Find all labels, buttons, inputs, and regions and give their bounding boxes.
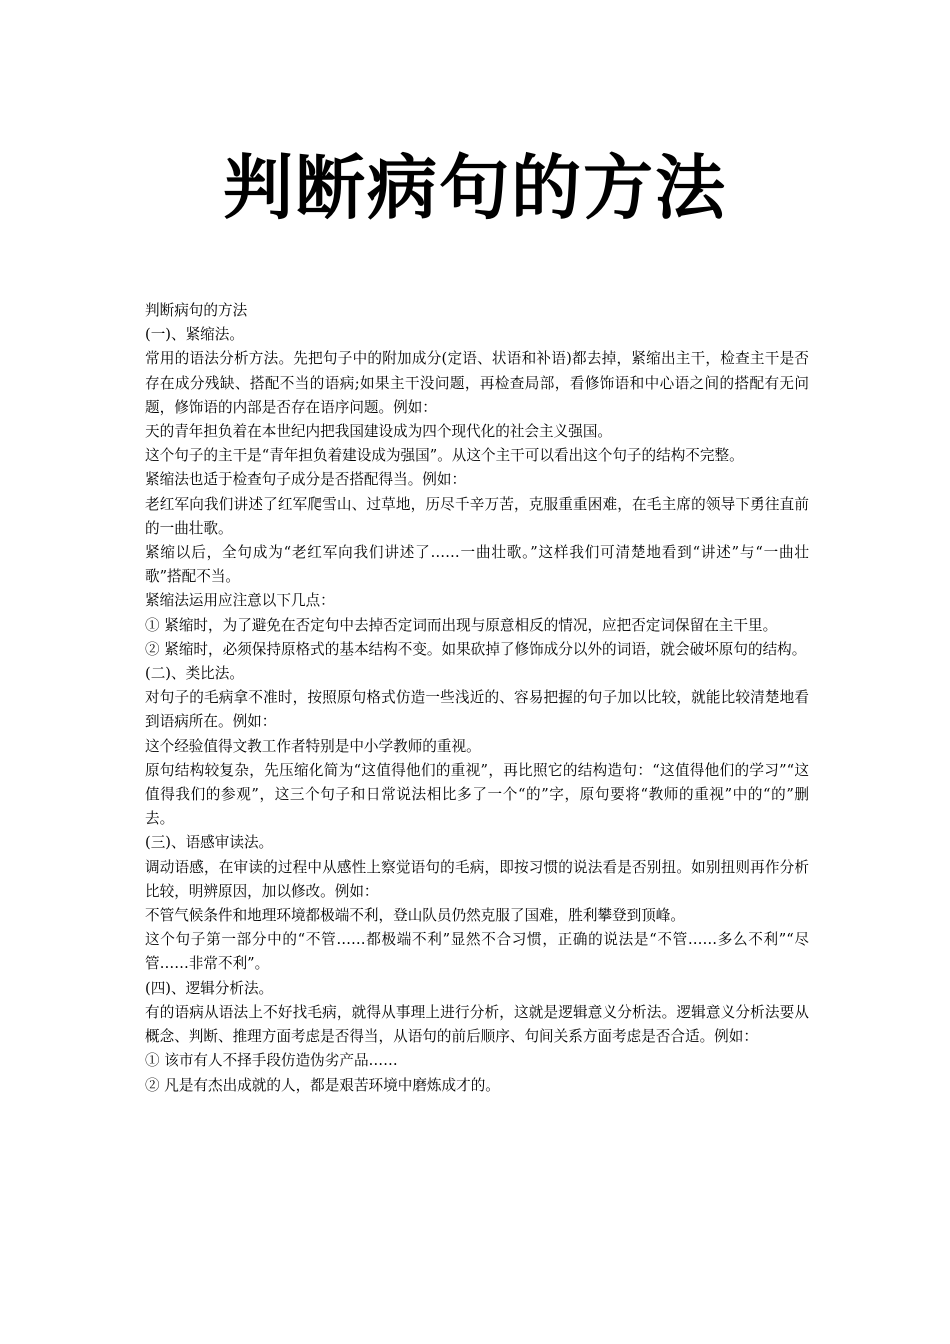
list-item: ② 凡是有杰出成就的人，都是艰苦环境中磨炼成才的。 <box>145 1076 500 1094</box>
list-item: ② 紧缩时，必须保持原格式的基本结构不变。如果砍掉了修饰成分以外的词语，就会破坏原句的结构。 <box>145 640 807 658</box>
paragraph: 这个句子第一部分中的“不管……都极端不利”显然不合习惯，正确的说法是“不管……多么不利”“尽管……非常不利”。 <box>145 931 809 973</box>
section-heading: (四)、逻辑分析法。 <box>145 979 274 997</box>
paragraph: 紧缩法运用应注意以下几点： <box>145 592 335 610</box>
paragraph: 判断病句的方法 <box>145 302 248 319</box>
example-sentence: 这个经验值得文教工作者特别是中小学教师的重视。 <box>145 737 481 755</box>
document-title: 判断病句的方法 <box>223 147 727 229</box>
paragraph: 紧缩法也适于检查句子成分是否搭配得当。例如： <box>145 471 467 489</box>
paragraph: 有的语病从语法上不好找毛病，就得从事理上进行分析，这就是逻辑意义分析法。逻辑意义分析法要从概念、判断、推理方面考虑是否得当，从语句的前后顺序、句间关系方面考虑是否合适。例如： <box>145 1003 809 1046</box>
example-sentence: 天的青年担负着在本世纪内把我国建设成为四个现代化的社会主义强国。 <box>145 423 613 441</box>
section-heading: (三)、语感审读法。 <box>145 834 274 852</box>
list-item: ① 该市有人不择手段仿造伪劣产品…… <box>145 1052 398 1070</box>
document-body <box>145 299 809 1098</box>
list-item: ① 紧缩时，为了避免在否定句中去掉否定词而出现与原意相反的情况，应把否定词保留在主干里。 <box>145 616 778 634</box>
example-sentence: 不管气候条件和地理环境都极端不利，登山队员仍然克服了国难，胜利攀登到顶峰。 <box>145 907 685 925</box>
paragraph: 对句子的毛病拿不准时，按照原句格式仿造一些浅近的、容易把握的句子加以比较，就能比较清楚地看到语病所在。例如： <box>145 689 809 731</box>
section-heading: (一)、紧缩法。 <box>145 326 244 344</box>
example-sentence: 老红军向我们讲述了红军爬雪山、过草地，历尽千辛万苦，克服重重困难，在毛主席的领导下勇往直前的一曲壮歌。 <box>145 495 809 537</box>
paragraph: 这个句子的主干是“青年担负着建设成为强国”。从这个主干可以看出这个句子的结构不完整。 <box>145 447 744 465</box>
paragraph: 调动语感，在审读的过程中从感性上察觉语句的毛病，即按习惯的说法看是否别扭。如别扭则再作分析比较，明辨原因，加以修改。例如： <box>145 858 809 900</box>
paragraph: 紧缩以后，全句成为“老红军向我们讲述了……一曲壮歌。”这样我们可清楚地看到“讲述”与“一曲壮歌”搭配不当。 <box>145 544 809 586</box>
paragraph: 原句结构较复杂，先压缩化简为“这值得他们的重视”，再比照它的结构造句：“这值得他们的学习”“这值得我们的参观”，这三个句子和日常说法相比多了一个“的”字，原句要将“教师的重视”中的“的”删去。 <box>145 761 809 828</box>
section-heading: (二)、类比法。 <box>145 665 244 683</box>
paragraph: 常用的语法分析方法。先把句子中的附加成分(定语、状语和补语)都去掉，紧缩出主干，检查主干是否存在成分残缺、搭配不当的语病;如果主干没问题，再检查局部，看修饰语和中心语之间的搭配有无问题，修饰语的内部是否存在语序问题。例如： <box>145 350 809 416</box>
